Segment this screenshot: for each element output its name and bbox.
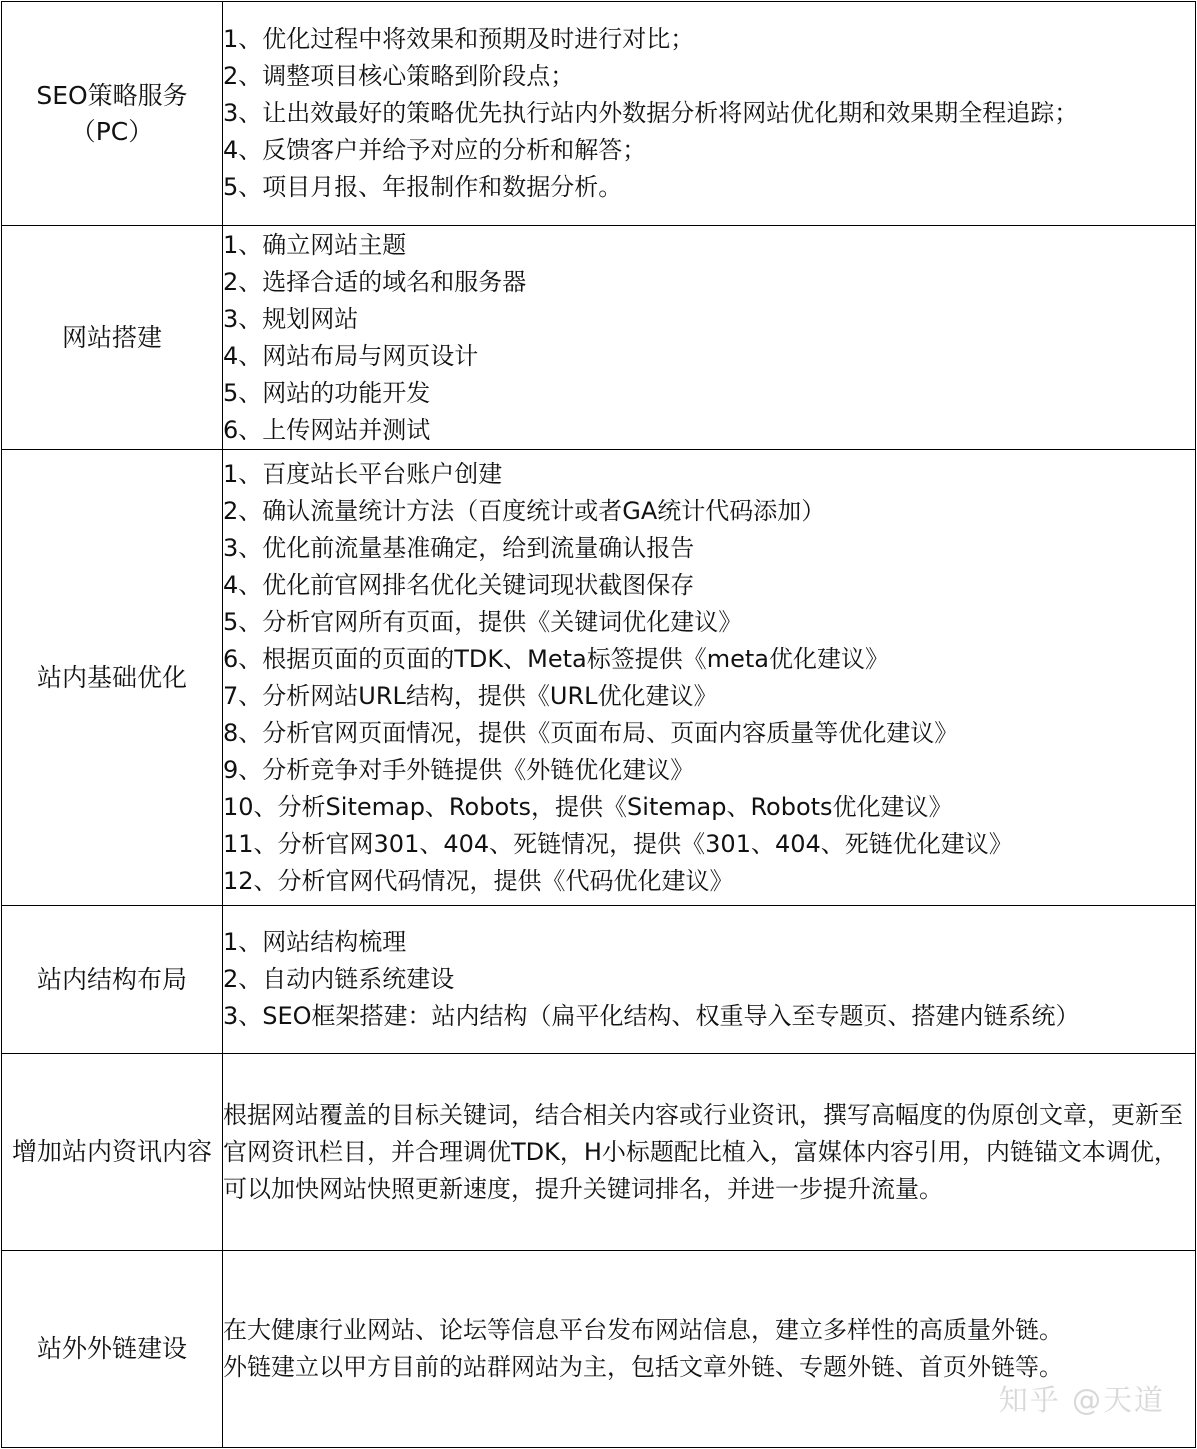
category-cell [2, 226, 223, 450]
paragraph: 根据网站覆盖的目标关键词，结合相关内容或行业资讯，撰写高幅度的伪原创文章，更新至官网资讯栏目，并合理调优TDK，H小标题配比植入，富媒体内容引用，内链锚文本调优，可以加快网站快照更新速度，提升关键词排名，并进一步提升流量。 [223, 1100, 1183, 1203]
list-item: 7、分析网站URL结构，提供《URL优化建议》 [223, 681, 718, 710]
table-row [2, 226, 1196, 450]
list-item: 8、分析官网页面情况，提供《页面布局、页面内容质量等优化建议》 [223, 718, 959, 747]
category-cell [2, 906, 223, 1054]
list-item: 1、网站结构梳理 [223, 928, 407, 956]
list-item: 2、选择合适的域名和服务器 [223, 267, 527, 296]
list-item: 5、网站的功能开发 [223, 378, 431, 407]
watermark: 知乎 @天道 [998, 1383, 1165, 1417]
list-item: 3、SEO框架搭建：站内结构（扁平化结构、权重导入至专题页、搭建内链系统） [223, 1002, 1080, 1030]
list-item: 1、优化过程中将效果和预期及时进行对比； [223, 25, 695, 53]
table-row [2, 450, 1196, 906]
category-label: 网站搭建 [61, 322, 162, 352]
description-cell [223, 2, 1196, 226]
list-item: 2、自动内链系统建设 [223, 965, 455, 993]
list-item: 11、分析官网301、404、死链情况，提供《301、404、死链优化建议》 [223, 829, 1013, 858]
list-item: 4、反馈客户并给予对应的分析和解答； [223, 136, 647, 164]
list-item: 2、确认流量统计方法（百度统计或者GA统计代码添加） [223, 496, 826, 525]
list-item: 4、优化前官网排名优化关键词现状截图保存 [223, 570, 695, 599]
category-label: SEO策略服务（PC） [36, 80, 188, 146]
list-item: 3、优化前流量基准确定，给到流量确认报告 [223, 533, 695, 562]
list-item: 在大健康行业网站、论坛等信息平台发布网站信息，建立多样性的高质量外链。 [223, 1316, 1063, 1344]
category-cell [2, 450, 223, 906]
list-item: 外链建立以甲方目前的站群网站为主，包括文章外链、专题外链、首页外链等。 [223, 1353, 1063, 1381]
list-item: 5、分析官网所有页面，提供《关键词优化建议》 [223, 607, 743, 636]
list-item: 2、调整项目核心策略到阶段点； [223, 62, 575, 90]
list-item: 5、项目月报、年报制作和数据分析。 [223, 173, 623, 201]
category-cell [2, 1251, 223, 1448]
services-table [1, 1, 1196, 1448]
list-item: 3、让出效最好的策略优先执行站内外数据分析将网站优化期和效果期全程追踪； [223, 99, 1079, 127]
table-row [2, 1054, 1196, 1251]
list-item: 9、分析竞争对手外链提供《外链优化建议》 [223, 755, 695, 784]
list-item: 3、规划网站 [223, 304, 359, 333]
list-item: 10、分析Sitemap、Robots，提供《Sitemap、Robots优化建议》 [223, 792, 953, 821]
category-label: 站内基础优化 [36, 662, 187, 692]
category-label: 站外外链建设 [36, 1334, 187, 1363]
list-item: 4、网站布局与网页设计 [223, 341, 479, 370]
description-cell [223, 450, 1196, 906]
description-cell [223, 1054, 1196, 1251]
description-cell [223, 226, 1196, 450]
list-item: 1、确立网站主题 [223, 230, 407, 259]
table-row [2, 2, 1196, 226]
category-cell [2, 2, 223, 226]
category-label: 增加站内资讯内容 [11, 1137, 212, 1166]
description-cell [223, 906, 1196, 1054]
category-label: 站内结构布局 [36, 964, 187, 994]
table-row [2, 906, 1196, 1054]
list-item: 1、百度站长平台账户创建 [223, 459, 503, 488]
list-item: 6、根据页面的页面的TDK、Meta标签提供《meta优化建议》 [223, 644, 889, 673]
list-item: 12、分析官网代码情况，提供《代码优化建议》 [223, 866, 734, 895]
list-item: 6、上传网站并测试 [223, 415, 431, 444]
category-cell [2, 1054, 223, 1251]
